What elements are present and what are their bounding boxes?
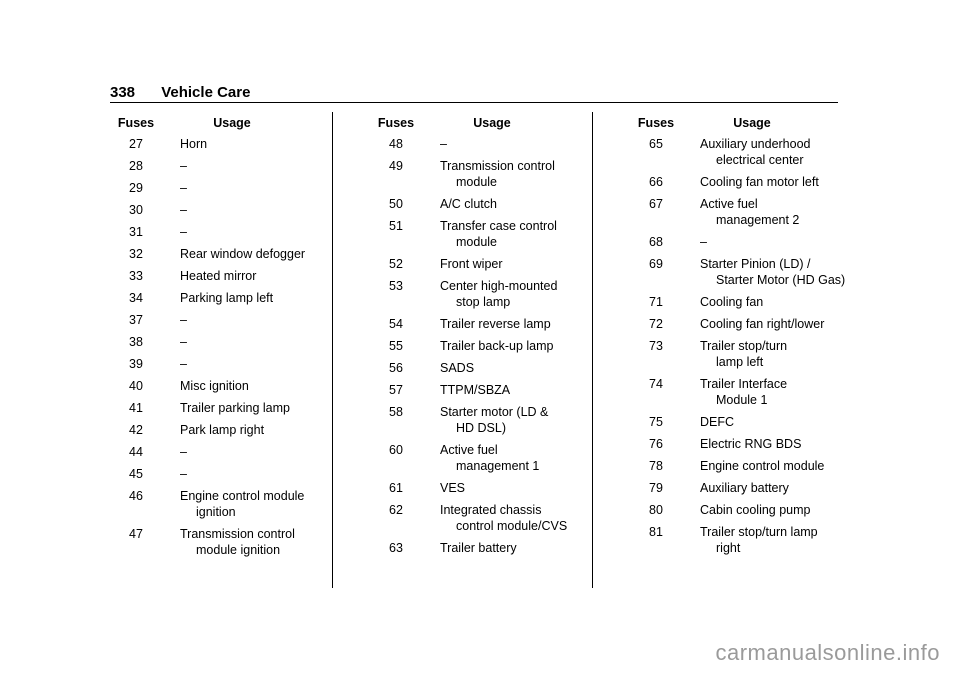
usage-line: HD DSL): [456, 421, 507, 435]
usage-line: Transfer case control: [440, 219, 557, 233]
fuse-row: [360, 278, 592, 310]
fuse-usage: [172, 356, 332, 372]
usage-line: Trailer Interface: [700, 377, 788, 391]
usage-line: stop lamp: [456, 295, 511, 309]
column-divider: [332, 112, 333, 588]
table-header: [620, 116, 852, 136]
fuse-row: [360, 196, 592, 212]
usage-line: Active fuel: [440, 443, 498, 457]
usage-line: Starter motor (LD &: [440, 405, 549, 419]
usage-line: management 2: [716, 213, 800, 227]
fuses-header: Fuses: [377, 116, 415, 130]
fuse-usage: [432, 338, 592, 354]
fuse-usage: [432, 218, 592, 250]
fuse-row: [620, 458, 852, 474]
usage-line: module: [456, 235, 497, 249]
fuse-row: [620, 256, 852, 288]
fuse-row: [360, 360, 592, 376]
fuse-number: 60: [389, 443, 403, 457]
fuse-usage: [692, 480, 852, 496]
table-header: [100, 116, 332, 136]
fuse-usage: [172, 488, 332, 520]
fuse-number: 71: [649, 295, 663, 309]
fuse-number: 44: [129, 445, 143, 459]
usage-line: Horn: [180, 137, 208, 151]
fuse-usage: [432, 316, 592, 332]
usage-line: Heated mirror: [180, 269, 257, 283]
usage-line: TTPM/SBZA: [440, 383, 511, 397]
fuse-row: [100, 466, 332, 482]
usage-line: Starter Pinion (LD) /: [700, 257, 811, 271]
fuse-row: [100, 422, 332, 438]
fuse-usage: [172, 400, 332, 416]
fuse-usage: [432, 540, 592, 556]
fuse-usage: [692, 338, 852, 370]
table-header: [360, 116, 592, 136]
fuse-usage: [172, 312, 332, 328]
usage-line: Transmission control: [180, 527, 295, 541]
usage-line: ignition: [196, 505, 236, 519]
fuse-number: 81: [649, 525, 663, 539]
fuse-usage: [692, 414, 852, 430]
fuse-usage: [172, 158, 332, 174]
usage-header: Usage: [733, 116, 771, 130]
usage-line: right: [716, 541, 741, 555]
fuse-number: 56: [389, 361, 403, 375]
fuse-row: [100, 488, 332, 520]
fuse-number: 76: [649, 437, 663, 451]
fuse-usage: [692, 174, 852, 190]
fuse-number: 47: [129, 527, 143, 541]
fuse-usage: [172, 422, 332, 438]
fuse-usage: [172, 268, 332, 284]
fuse-usage: [172, 378, 332, 394]
usage-line: Rear window defogger: [180, 247, 306, 261]
header-rule: [110, 102, 838, 103]
usage-line: Active fuel: [700, 197, 758, 211]
usage-line: electrical center: [716, 153, 804, 167]
usage-line: Trailer stop/turn: [700, 339, 788, 353]
fuse-usage: [172, 180, 332, 196]
fuse-number: 34: [129, 291, 143, 305]
fuse-row: [360, 136, 592, 152]
fuse-number: 58: [389, 405, 403, 419]
fuse-number: 51: [389, 219, 403, 233]
usage-line: Module 1: [716, 393, 768, 407]
page-number: 338: [110, 84, 136, 101]
usage-line: –: [180, 203, 187, 217]
fuse-row: [100, 202, 332, 218]
usage-line: Starter Motor (HD Gas): [716, 273, 846, 287]
fuse-number: 27: [129, 137, 143, 151]
fuse-number: 65: [649, 137, 663, 151]
usage-line: Park lamp right: [180, 423, 265, 437]
fuse-row: [360, 316, 592, 332]
fuse-usage: [172, 136, 332, 152]
fuse-number: 39: [129, 357, 143, 371]
fuse-table-column-3: [620, 116, 852, 562]
fuse-usage: [172, 224, 332, 240]
fuse-number: 79: [649, 481, 663, 495]
fuse-row: [100, 246, 332, 262]
fuse-row: [360, 256, 592, 272]
fuse-row: [100, 268, 332, 284]
usage-line: –: [180, 159, 187, 173]
fuse-usage: [432, 442, 592, 474]
fuse-row: [100, 526, 332, 558]
fuse-row: [360, 158, 592, 190]
usage-line: Misc ignition: [180, 379, 249, 393]
page-header: [110, 84, 250, 101]
fuse-row: [100, 400, 332, 416]
usage-line: Engine control module: [700, 459, 825, 473]
usage-line: –: [700, 235, 707, 249]
fuse-number: 72: [649, 317, 663, 331]
fuse-row: [100, 180, 332, 196]
usage-line: Auxiliary underhood: [700, 137, 811, 151]
usage-line: A/C clutch: [440, 197, 497, 211]
usage-line: Trailer back-up lamp: [440, 339, 554, 353]
fuse-usage: [172, 444, 332, 460]
fuse-usage: [432, 196, 592, 212]
fuse-number: 62: [389, 503, 403, 517]
fuse-number: 29: [129, 181, 143, 195]
fuse-number: 63: [389, 541, 403, 555]
fuse-row: [360, 382, 592, 398]
fuse-row: [620, 316, 852, 332]
usage-line: –: [440, 137, 447, 151]
fuse-usage: [172, 466, 332, 482]
fuse-number: 57: [389, 383, 403, 397]
fuse-row: [360, 338, 592, 354]
section-title: Vehicle Care: [161, 84, 251, 101]
fuse-usage: [432, 480, 592, 496]
fuses-header: Fuses: [637, 116, 675, 130]
fuse-number: 37: [129, 313, 143, 327]
fuse-row: [360, 502, 592, 534]
fuse-number: 33: [129, 269, 143, 283]
fuse-number: 42: [129, 423, 143, 437]
fuse-usage: [692, 316, 852, 332]
fuse-usage: [692, 256, 852, 288]
usage-line: Cooling fan motor left: [700, 175, 819, 189]
usage-line: lamp left: [716, 355, 764, 369]
usage-line: Cooling fan right/lower: [700, 317, 825, 331]
fuse-row: [620, 480, 852, 496]
fuse-row: [100, 356, 332, 372]
fuse-number: 38: [129, 335, 143, 349]
usage-line: Trailer parking lamp: [180, 401, 290, 415]
fuse-row: [100, 224, 332, 240]
watermark: carmanualsonline.info: [715, 640, 940, 665]
fuse-row: [620, 136, 852, 168]
fuse-number: 80: [649, 503, 663, 517]
fuse-number: 54: [389, 317, 403, 331]
usage-line: –: [180, 225, 187, 239]
fuse-usage: [692, 502, 852, 518]
usage-line: –: [180, 181, 187, 195]
fuse-usage: [692, 234, 852, 250]
fuse-usage: [692, 294, 852, 310]
fuse-number: 48: [389, 137, 403, 151]
fuse-usage: [432, 382, 592, 398]
fuse-usage: [692, 376, 852, 408]
fuse-row: [360, 540, 592, 556]
usage-line: management 1: [456, 459, 540, 473]
usage-line: Trailer battery: [440, 541, 517, 555]
fuse-row: [620, 376, 852, 408]
fuse-number: 74: [649, 377, 663, 391]
usage-header: Usage: [473, 116, 511, 130]
usage-line: Cooling fan: [700, 295, 764, 309]
usage-line: –: [180, 445, 187, 459]
fuses-header: Fuses: [117, 116, 155, 130]
fuse-row: [360, 218, 592, 250]
fuse-number: 49: [389, 159, 403, 173]
fuse-number: 73: [649, 339, 663, 353]
fuse-row: [620, 524, 852, 556]
fuse-number: 31: [129, 225, 143, 239]
usage-line: Trailer stop/turn lamp: [700, 525, 818, 539]
usage-line: Transmission control: [440, 159, 555, 173]
fuse-usage: [432, 158, 592, 190]
fuse-row: [100, 136, 332, 152]
fuse-row: [100, 290, 332, 306]
fuse-number: 32: [129, 247, 143, 261]
usage-line: Auxiliary battery: [700, 481, 789, 495]
fuse-number: 40: [129, 379, 143, 393]
fuse-row: [620, 338, 852, 370]
usage-line: –: [180, 467, 187, 481]
fuse-table-column-2: [360, 116, 592, 562]
fuse-row: [100, 378, 332, 394]
fuse-row: [360, 442, 592, 474]
fuse-row: [620, 414, 852, 430]
fuse-number: 67: [649, 197, 663, 211]
fuse-number: 61: [389, 481, 403, 495]
usage-line: SADS: [440, 361, 475, 375]
usage-line: Parking lamp left: [180, 291, 274, 305]
fuse-number: 50: [389, 197, 403, 211]
usage-line: Trailer reverse lamp: [440, 317, 551, 331]
usage-line: –: [180, 357, 187, 371]
usage-line: Front wiper: [440, 257, 503, 271]
fuse-number: 53: [389, 279, 403, 293]
fuse-table-column-1: [100, 116, 332, 564]
fuse-number: 28: [129, 159, 143, 173]
fuse-row: [620, 174, 852, 190]
fuse-row: [360, 404, 592, 436]
fuse-row: [620, 196, 852, 228]
fuse-number: 41: [129, 401, 143, 415]
fuse-usage: [432, 278, 592, 310]
usage-line: DEFC: [700, 415, 735, 429]
usage-line: control module/CVS: [456, 519, 568, 533]
fuse-row: [620, 234, 852, 250]
fuse-usage: [432, 256, 592, 272]
fuse-usage: [432, 136, 592, 152]
fuse-row: [360, 480, 592, 496]
usage-line: VES: [440, 481, 466, 495]
usage-line: module: [456, 175, 497, 189]
fuse-number: 45: [129, 467, 143, 481]
fuse-number: 55: [389, 339, 403, 353]
fuse-usage: [172, 526, 332, 558]
fuse-number: 46: [129, 489, 143, 503]
fuse-number: 75: [649, 415, 663, 429]
fuse-usage: [692, 436, 852, 452]
column-divider: [592, 112, 593, 588]
fuse-row: [100, 334, 332, 350]
fuse-row: [620, 502, 852, 518]
usage-line: Integrated chassis: [440, 503, 542, 517]
fuse-number: 69: [649, 257, 663, 271]
fuse-usage: [172, 290, 332, 306]
fuse-usage: [172, 246, 332, 262]
fuse-number: 68: [649, 235, 663, 249]
usage-line: –: [180, 313, 187, 327]
fuse-usage: [692, 458, 852, 474]
fuse-usage: [432, 502, 592, 534]
fuse-usage: [432, 360, 592, 376]
usage-line: Electric RNG BDS: [700, 437, 802, 451]
fuse-usage: [692, 196, 852, 228]
fuse-usage: [692, 136, 852, 168]
fuse-number: 78: [649, 459, 663, 473]
fuse-row: [620, 436, 852, 452]
usage-line: module ignition: [196, 543, 281, 557]
usage-line: Center high-mounted: [440, 279, 558, 293]
fuse-usage: [172, 334, 332, 350]
fuse-row: [620, 294, 852, 310]
fuse-usage: [432, 404, 592, 436]
fuse-number: 30: [129, 203, 143, 217]
fuse-row: [100, 158, 332, 174]
usage-line: –: [180, 335, 187, 349]
usage-line: Engine control module: [180, 489, 305, 503]
fuse-usage: [172, 202, 332, 218]
fuse-row: [100, 444, 332, 460]
fuse-usage: [692, 524, 852, 556]
fuse-number: 52: [389, 257, 403, 271]
fuse-number: 66: [649, 175, 663, 189]
usage-line: Cabin cooling pump: [700, 503, 811, 517]
usage-header: Usage: [213, 116, 251, 130]
fuse-row: [100, 312, 332, 328]
